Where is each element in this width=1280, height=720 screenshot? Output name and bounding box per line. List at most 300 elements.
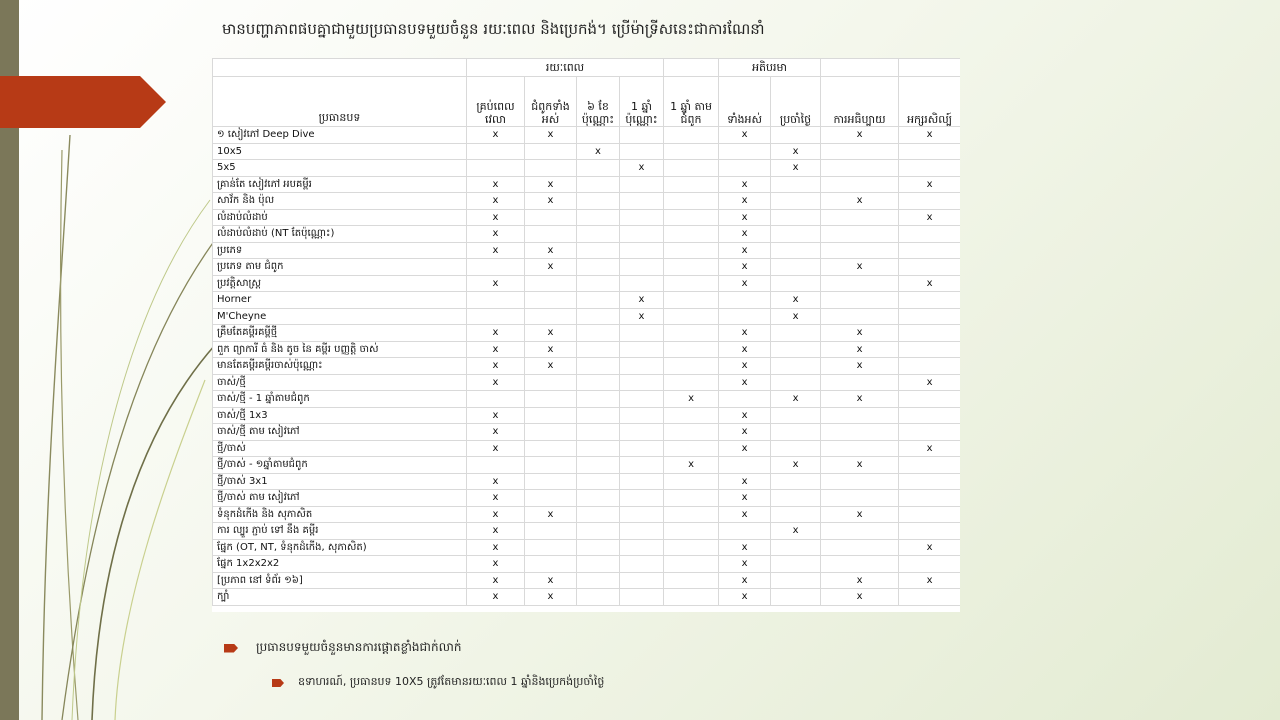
mark-cell xyxy=(664,160,719,177)
mark-cell xyxy=(821,374,899,391)
mark-cell: x xyxy=(719,490,771,507)
table-row xyxy=(213,440,961,457)
mark-cell xyxy=(771,424,821,441)
table-row xyxy=(213,473,961,490)
table-row xyxy=(213,308,961,325)
mark-cell: x xyxy=(467,572,525,589)
topic-cell: ១ សៀវភៅ Deep Dive xyxy=(213,127,467,144)
mark-cell xyxy=(620,242,664,259)
mark-cell xyxy=(577,325,620,342)
mark-cell: x xyxy=(821,457,899,474)
mark-cell xyxy=(771,127,821,144)
topic-cell: គ្រឹមតែគម្ពីរគម្ពីថ្មី xyxy=(213,325,467,342)
mark-cell: x xyxy=(719,473,771,490)
sub-bullet-text: ឧទាហរណ៍, ប្រធានបទ 10X5 ត្រូវតែមានរយៈពេល 1 ឆ្នាំនិងប្រេកង់ប្រចាំថ្ងៃ xyxy=(298,675,605,688)
table-row xyxy=(213,589,961,606)
mark-cell xyxy=(771,341,821,358)
mark-cell: x xyxy=(719,242,771,259)
topic-cell: ថ្មី/ចាស់ តាម សៀវភៅ xyxy=(213,490,467,507)
mark-cell xyxy=(821,440,899,457)
mark-cell xyxy=(525,523,577,540)
mark-cell xyxy=(771,226,821,243)
mark-cell xyxy=(719,391,771,408)
topic-cell: គ្រាន់តែ សៀវភៅ អបគម្ពីរ xyxy=(213,176,467,193)
mark-cell xyxy=(899,407,960,424)
mark-cell: x xyxy=(899,209,960,226)
mark-cell xyxy=(577,226,620,243)
mark-cell: x xyxy=(525,572,577,589)
mark-cell xyxy=(771,506,821,523)
mark-cell xyxy=(620,176,664,193)
mark-cell xyxy=(620,143,664,160)
mark-cell: x xyxy=(719,589,771,606)
mark-cell xyxy=(899,490,960,507)
group-header-duration: រយៈពេល xyxy=(467,59,664,77)
mark-cell xyxy=(577,407,620,424)
reading-plan-matrix xyxy=(212,58,960,606)
mark-cell: x xyxy=(467,209,525,226)
mark-cell xyxy=(577,242,620,259)
mark-cell: x xyxy=(467,407,525,424)
topic-cell: ថ្មី/ចាស់ xyxy=(213,440,467,457)
mark-cell: x xyxy=(719,440,771,457)
mark-cell: x xyxy=(899,127,960,144)
mark-cell: x xyxy=(821,506,899,523)
mark-cell xyxy=(821,209,899,226)
mark-cell xyxy=(719,308,771,325)
mark-cell xyxy=(467,143,525,160)
table-row xyxy=(213,556,961,573)
mark-cell xyxy=(525,275,577,292)
mark-cell: x xyxy=(719,539,771,556)
column-header: ទាំងអស់ xyxy=(719,77,771,127)
mark-cell xyxy=(899,193,960,210)
mark-cell xyxy=(620,424,664,441)
mark-cell: x xyxy=(771,391,821,408)
mark-cell xyxy=(771,193,821,210)
mark-cell: x xyxy=(467,358,525,375)
mark-cell: x xyxy=(467,242,525,259)
mark-cell xyxy=(577,160,620,177)
column-header: ការអធិប្បាយ xyxy=(821,77,899,127)
table-row xyxy=(213,292,961,309)
table-row xyxy=(213,325,961,342)
mark-cell xyxy=(899,358,960,375)
mark-cell xyxy=(620,259,664,276)
mark-cell xyxy=(821,490,899,507)
table-row xyxy=(213,358,961,375)
header-blank xyxy=(821,59,899,77)
table-row xyxy=(213,226,961,243)
mark-cell xyxy=(664,440,719,457)
mark-cell xyxy=(620,490,664,507)
mark-cell xyxy=(620,275,664,292)
topic-cell: ថ្មី/ចាស់ 3x1 xyxy=(213,473,467,490)
table-row xyxy=(213,407,961,424)
slide-title: មានបញ្ហាភាពផបគ្នាជាមួយប្រធានបទមួយចំនួន រយៈពេល និងប្រេកង់។ ប្រើម៉ាទ្រីសនេះជាការណែនាំ xyxy=(222,20,765,38)
mark-cell xyxy=(771,358,821,375)
column-header: អក្សរសិល្ប៍ xyxy=(899,77,960,127)
mark-cell xyxy=(525,424,577,441)
mark-cell: x xyxy=(467,490,525,507)
mark-cell xyxy=(899,589,960,606)
mark-cell: x xyxy=(899,176,960,193)
mark-cell xyxy=(577,193,620,210)
mark-cell: x xyxy=(577,143,620,160)
mark-cell xyxy=(771,242,821,259)
mark-cell: x xyxy=(525,341,577,358)
mark-cell xyxy=(620,572,664,589)
arrow-bullet-icon xyxy=(272,679,284,687)
mark-cell xyxy=(719,160,771,177)
topic-cell: សាវ័ក និង ប៉ុល xyxy=(213,193,467,210)
mark-cell xyxy=(467,292,525,309)
mark-cell xyxy=(821,523,899,540)
mark-cell xyxy=(771,556,821,573)
mark-cell: x xyxy=(821,341,899,358)
topic-cell: ផ្នែក 1x2x2x2 xyxy=(213,556,467,573)
table-row xyxy=(213,424,961,441)
mark-cell: x xyxy=(821,589,899,606)
mark-cell: x xyxy=(664,457,719,474)
mark-cell: x xyxy=(620,292,664,309)
mark-cell xyxy=(467,308,525,325)
mark-cell xyxy=(525,292,577,309)
mark-cell xyxy=(899,292,960,309)
mark-cell: x xyxy=(719,374,771,391)
mark-cell xyxy=(620,374,664,391)
topic-cell: ប្រភេទ xyxy=(213,242,467,259)
mark-cell: x xyxy=(771,308,821,325)
mark-cell xyxy=(577,424,620,441)
mark-cell xyxy=(771,407,821,424)
mark-cell: x xyxy=(525,176,577,193)
mark-cell: x xyxy=(467,424,525,441)
table-row xyxy=(213,193,961,210)
mark-cell xyxy=(620,407,664,424)
mark-cell xyxy=(664,523,719,540)
topic-cell: ផ្នែក (OT, NT, ទំនុកដំកើង, សុភាសិត) xyxy=(213,539,467,556)
topic-cell: ក្បាំ xyxy=(213,589,467,606)
table-row xyxy=(213,176,961,193)
mark-cell xyxy=(577,490,620,507)
topic-cell: M'Cheyne xyxy=(213,308,467,325)
mark-cell xyxy=(525,308,577,325)
mark-cell xyxy=(620,506,664,523)
mark-cell: x xyxy=(620,308,664,325)
header-blank xyxy=(664,59,719,77)
mark-cell xyxy=(771,275,821,292)
mark-cell xyxy=(577,275,620,292)
mark-cell xyxy=(899,325,960,342)
column-header: ប្រចាំថ្ងៃ xyxy=(771,77,821,127)
mark-cell: x xyxy=(899,440,960,457)
mark-cell xyxy=(664,539,719,556)
matrix-table-container xyxy=(212,58,960,612)
mark-cell: x xyxy=(821,127,899,144)
matrix-body xyxy=(213,127,961,606)
mark-cell xyxy=(664,308,719,325)
topic-cell: ចាស់/ថ្មី តាម សៀវភៅ xyxy=(213,424,467,441)
header-blank xyxy=(899,59,960,77)
mark-cell: x xyxy=(719,424,771,441)
mark-cell xyxy=(577,589,620,606)
mark-cell: x xyxy=(525,506,577,523)
mark-cell xyxy=(664,407,719,424)
mark-cell xyxy=(664,209,719,226)
mark-cell: x xyxy=(719,556,771,573)
mark-cell: x xyxy=(821,391,899,408)
mark-cell xyxy=(771,440,821,457)
mark-cell: x xyxy=(719,209,771,226)
mark-cell: x xyxy=(467,275,525,292)
mark-cell xyxy=(664,589,719,606)
table-row xyxy=(213,143,961,160)
mark-cell: x xyxy=(899,539,960,556)
mark-cell xyxy=(771,473,821,490)
mark-cell xyxy=(525,556,577,573)
topic-cell: លំដាប់លំដាប់ (NT តែប៉ុណ្ណោះ) xyxy=(213,226,467,243)
topic-column-header: ប្រធានបទ xyxy=(213,77,467,127)
mark-cell xyxy=(821,275,899,292)
mark-cell: x xyxy=(525,242,577,259)
mark-cell xyxy=(771,259,821,276)
mark-cell xyxy=(899,259,960,276)
table-row xyxy=(213,160,961,177)
mark-cell xyxy=(821,473,899,490)
mark-cell: x xyxy=(467,341,525,358)
mark-cell: x xyxy=(664,391,719,408)
mark-cell: x xyxy=(719,358,771,375)
mark-cell xyxy=(899,424,960,441)
mark-cell xyxy=(620,358,664,375)
mark-cell xyxy=(899,506,960,523)
mark-cell xyxy=(620,589,664,606)
mark-cell xyxy=(467,391,525,408)
mark-cell xyxy=(577,341,620,358)
mark-cell xyxy=(620,556,664,573)
mark-cell xyxy=(525,473,577,490)
mark-cell: x xyxy=(467,325,525,342)
mark-cell: x xyxy=(719,176,771,193)
mark-cell xyxy=(821,242,899,259)
mark-cell xyxy=(664,374,719,391)
mark-cell: x xyxy=(821,572,899,589)
mark-cell: x xyxy=(467,226,525,243)
topic-cell: 5x5 xyxy=(213,160,467,177)
mark-cell xyxy=(821,292,899,309)
mark-cell xyxy=(821,226,899,243)
mark-cell: x xyxy=(719,407,771,424)
column-header: គ្រប់ពេលវេលា xyxy=(467,77,525,127)
mark-cell xyxy=(664,292,719,309)
mark-cell xyxy=(525,209,577,226)
topic-cell: ប្រភេទ តាម ជំពូក xyxy=(213,259,467,276)
mark-cell xyxy=(899,341,960,358)
table-row xyxy=(213,341,961,358)
mark-cell: x xyxy=(467,539,525,556)
mark-cell xyxy=(899,556,960,573)
mark-cell xyxy=(525,407,577,424)
mark-cell xyxy=(620,226,664,243)
mark-cell xyxy=(525,490,577,507)
mark-cell xyxy=(821,143,899,160)
group-header-frequency: អតិបរមា xyxy=(719,59,821,77)
mark-cell xyxy=(577,572,620,589)
mark-cell xyxy=(467,259,525,276)
table-row xyxy=(213,572,961,589)
table-row xyxy=(213,457,961,474)
mark-cell xyxy=(577,523,620,540)
mark-cell: x xyxy=(525,127,577,144)
mark-cell xyxy=(664,242,719,259)
mark-cell: x xyxy=(525,325,577,342)
mark-cell xyxy=(577,539,620,556)
mark-cell: x xyxy=(719,226,771,243)
header-blank xyxy=(213,59,467,77)
column-header: 1 ឆ្នាំ ប៉ុណ្ណោះ xyxy=(620,77,664,127)
mark-cell xyxy=(664,506,719,523)
mark-cell xyxy=(620,325,664,342)
mark-cell xyxy=(577,374,620,391)
mark-cell xyxy=(664,556,719,573)
mark-cell xyxy=(525,374,577,391)
mark-cell xyxy=(899,308,960,325)
mark-cell xyxy=(771,176,821,193)
mark-cell: x xyxy=(467,506,525,523)
mark-cell xyxy=(664,473,719,490)
mark-cell xyxy=(467,457,525,474)
mark-cell xyxy=(525,160,577,177)
mark-cell xyxy=(664,275,719,292)
mark-cell xyxy=(771,490,821,507)
mark-cell: x xyxy=(771,457,821,474)
mark-cell xyxy=(664,226,719,243)
mark-cell xyxy=(620,440,664,457)
mark-cell: x xyxy=(771,523,821,540)
mark-cell xyxy=(664,341,719,358)
table-row xyxy=(213,127,961,144)
mark-cell xyxy=(577,127,620,144)
mark-cell xyxy=(719,457,771,474)
table-row xyxy=(213,209,961,226)
mark-cell xyxy=(577,457,620,474)
mark-cell xyxy=(821,176,899,193)
mark-cell xyxy=(577,292,620,309)
mark-cell xyxy=(577,308,620,325)
column-header: ៦ ខែ ប៉ុណ្ណោះ xyxy=(577,77,620,127)
column-header: 1 ឆ្នាំ តាមជំពូក xyxy=(664,77,719,127)
mark-cell xyxy=(664,424,719,441)
mark-cell xyxy=(899,226,960,243)
mark-cell: x xyxy=(899,374,960,391)
mark-cell xyxy=(525,539,577,556)
mark-cell xyxy=(664,193,719,210)
mark-cell xyxy=(899,160,960,177)
mark-cell xyxy=(899,143,960,160)
topic-cell: [ប្រភាព នៅ ទំព័រ ១៦] xyxy=(213,572,467,589)
table-row xyxy=(213,275,961,292)
mark-cell xyxy=(821,308,899,325)
mark-cell: x xyxy=(719,572,771,589)
table-row xyxy=(213,490,961,507)
mark-cell xyxy=(719,292,771,309)
mark-cell xyxy=(664,176,719,193)
mark-cell xyxy=(899,242,960,259)
mark-cell xyxy=(664,127,719,144)
mark-cell: x xyxy=(821,358,899,375)
table-row xyxy=(213,242,961,259)
mark-cell: x xyxy=(467,176,525,193)
topic-cell: ចាស់/ថ្មី 1x3 xyxy=(213,407,467,424)
table-row xyxy=(213,391,961,408)
mark-cell xyxy=(577,358,620,375)
mark-cell: x xyxy=(899,572,960,589)
mark-cell xyxy=(719,523,771,540)
mark-cell xyxy=(771,209,821,226)
topic-cell: ប្រវត្តិសាស្ត្រ xyxy=(213,275,467,292)
mark-cell xyxy=(899,391,960,408)
mark-cell: x xyxy=(525,589,577,606)
mark-cell xyxy=(525,391,577,408)
mark-cell xyxy=(577,506,620,523)
mark-cell xyxy=(821,539,899,556)
mark-cell xyxy=(620,457,664,474)
sub-bullet-item xyxy=(272,675,604,691)
topic-cell: 10x5 xyxy=(213,143,467,160)
mark-cell xyxy=(664,325,719,342)
mark-cell xyxy=(771,374,821,391)
mark-cell xyxy=(620,539,664,556)
mark-cell: x xyxy=(467,556,525,573)
mark-cell xyxy=(620,523,664,540)
mark-cell xyxy=(771,572,821,589)
topic-cell: ពួក ព្យាការី ធំ និង តូច នៃ គម្ពីរ បញ្ញត្តិ ចាស់ xyxy=(213,341,467,358)
mark-cell xyxy=(620,209,664,226)
mark-cell: x xyxy=(467,440,525,457)
mark-cell xyxy=(821,424,899,441)
mark-cell xyxy=(771,325,821,342)
mark-cell xyxy=(821,556,899,573)
mark-cell xyxy=(620,473,664,490)
table-row xyxy=(213,523,961,540)
mark-cell xyxy=(664,143,719,160)
topic-cell: ការ ល្បួរ ភ្ជាប់ ទៅ នឹង គម្ពីរ xyxy=(213,523,467,540)
mark-cell xyxy=(577,440,620,457)
mark-cell: x xyxy=(821,259,899,276)
topic-cell: ថ្មី/ចាស់ - ១ឆ្នាំតាមជំពូក xyxy=(213,457,467,474)
mark-cell: x xyxy=(467,523,525,540)
bullet-text: ប្រធានបទមួយចំនួនមានការផ្តោតខ្លាំងជាក់លាក់ xyxy=(256,640,462,654)
mark-cell xyxy=(899,457,960,474)
title-arrow-shape xyxy=(0,76,166,128)
bullet-item xyxy=(224,639,461,657)
mark-cell xyxy=(771,539,821,556)
mark-cell xyxy=(525,226,577,243)
mark-cell: x xyxy=(771,160,821,177)
mark-cell xyxy=(577,391,620,408)
mark-cell: x xyxy=(467,374,525,391)
mark-cell: x xyxy=(620,160,664,177)
table-row xyxy=(213,539,961,556)
mark-cell xyxy=(525,457,577,474)
topic-cell: ចាស់/ថ្មី xyxy=(213,374,467,391)
mark-cell xyxy=(719,143,771,160)
mark-cell: x xyxy=(719,193,771,210)
mark-cell xyxy=(620,193,664,210)
table-row xyxy=(213,506,961,523)
mark-cell: x xyxy=(525,193,577,210)
